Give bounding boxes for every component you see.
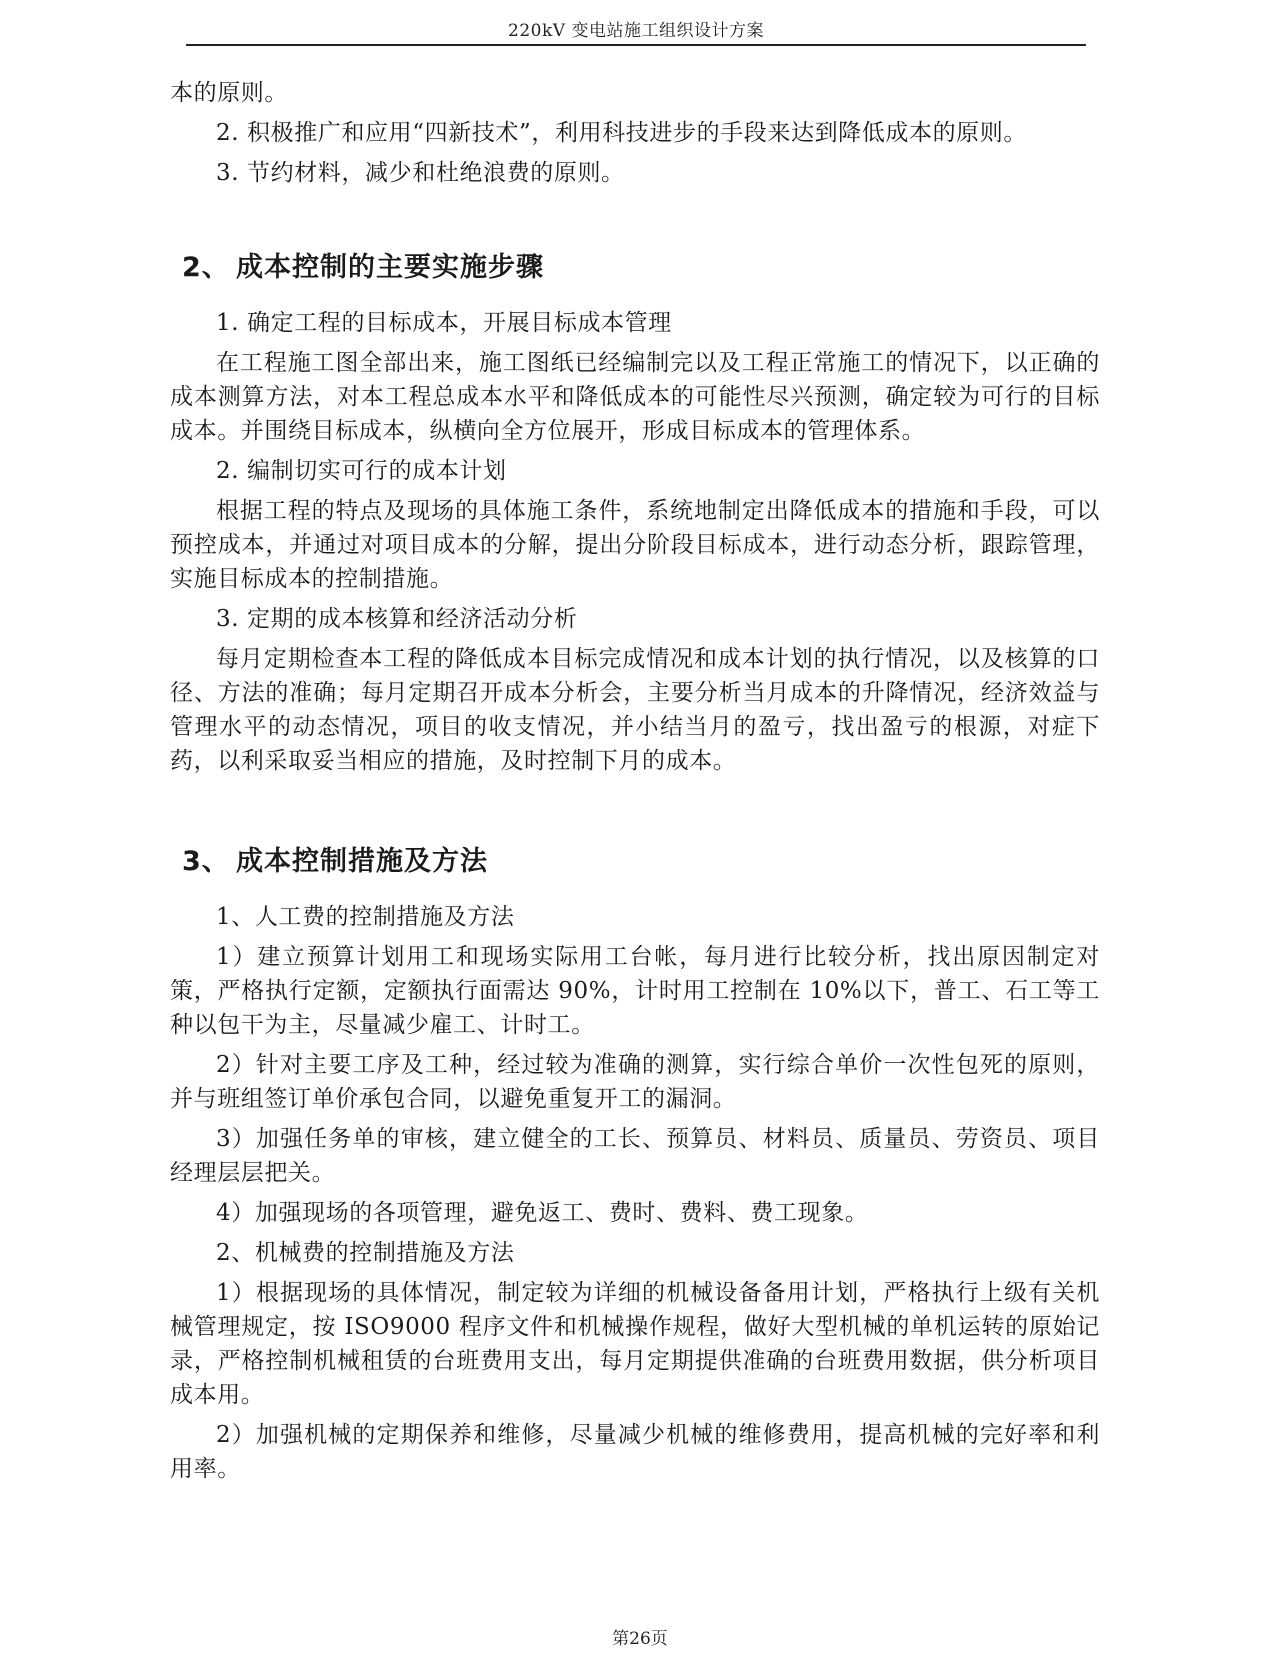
paragraph: 本的原则。 (170, 80, 288, 106)
running-header: 220kV 变电站施工组织设计方案 (508, 21, 764, 41)
paragraph: 在工程施工图全部出来，施工图纸已经编制完以及工程正常施工的情况下，以正确的成本测算方法，对本工程总成本水平和降低成本的可能性尽兴预测，确定较为可行的目标成本。并围绕目标成本，纵横向全方位展开，形成目标成本的管理体系。 (170, 350, 1100, 444)
subheading: 1、人工费的控制措施及方法 (216, 904, 515, 930)
subheading: 3. 定期的成本核算和经济活动分析 (216, 606, 578, 632)
subheading: 2. 编制切实可行的成本计划 (216, 458, 507, 484)
paragraph: 4）加强现场的各项管理，避免返工、费时、费料、费工现象。 (216, 1200, 869, 1226)
paragraph: 2）针对主要工序及工种，经过较为准确的测算，实行综合单价一次性包死的原则，并与班组签订单价承包合同，以避免重复开工的漏洞。 (170, 1052, 1100, 1112)
page-number: 第26页 (612, 1629, 668, 1649)
paragraph: 3. 节约材料，减少和杜绝浪费的原则。 (216, 160, 625, 186)
page-body (170, 76, 1100, 1486)
paragraph: 2）加强机械的定期保养和维修，尽量减少机械的维修费用，提高机械的完好率和利用率。 (170, 1422, 1100, 1482)
header-rule (186, 44, 1086, 46)
paragraph: 1）根据现场的具体情况，制定较为详细的机械设备备用计划，严格执行上级有关机械管理规定，按 ISO9000 程序文件和机械操作规程，做好大型机械的单机运转的原始记录，严格控制机械租赁的台班费用支出，每月定期提供准确的台班费用数据，供分析项目成本用。 (170, 1280, 1100, 1408)
paragraph: 每月定期检查本工程的降低成本目标完成情况和成本计划的执行情况，以及核算的口径、方法的准确；每月定期召开成本分析会，主要分析当月成本的升降情况，经济效益与管理水平的动态情况，项目的收支情况，并小结当月的盈亏，找出盈亏的根源，对症下药，以利采取妥当相应的措施，及时控制下月的成本。 (170, 646, 1100, 774)
section-number: 3、 (182, 846, 230, 877)
section-heading (170, 250, 1100, 286)
section-heading (170, 844, 1100, 880)
paragraph: 3）加强任务单的审核，建立健全的工长、预算员、材料员、质量员、劳资员、项目经理层层把关。 (170, 1126, 1100, 1186)
subheading: 2、机械费的控制措施及方法 (216, 1240, 515, 1266)
section-title: 成本控制措施及方法 (236, 846, 488, 877)
section-title: 成本控制的主要实施步骤 (236, 252, 544, 283)
paragraph: 根据工程的特点及现场的具体施工条件，系统地制定出降低成本的措施和手段，可以预控成本，并通过对项目成本的分解，提出分阶段目标成本，进行动态分析，跟踪管理，实施目标成本的控制措施。 (170, 498, 1100, 592)
subheading: 1. 确定工程的目标成本，开展目标成本管理 (216, 310, 672, 336)
paragraph: 1）建立预算计划用工和现场实际用工台帐，每月进行比较分析，找出原因制定对策，严格执行定额，定额执行面需达 90%，计时用工控制在 10%以下，普工、石工等工种以包干为主，尽量减少雇工、计时工。 (170, 944, 1100, 1038)
section-number: 2、 (182, 252, 230, 283)
paragraph: 2. 积极推广和应用“四新技术”，利用科技进步的手段来达到降低成本的原则。 (216, 120, 1027, 146)
